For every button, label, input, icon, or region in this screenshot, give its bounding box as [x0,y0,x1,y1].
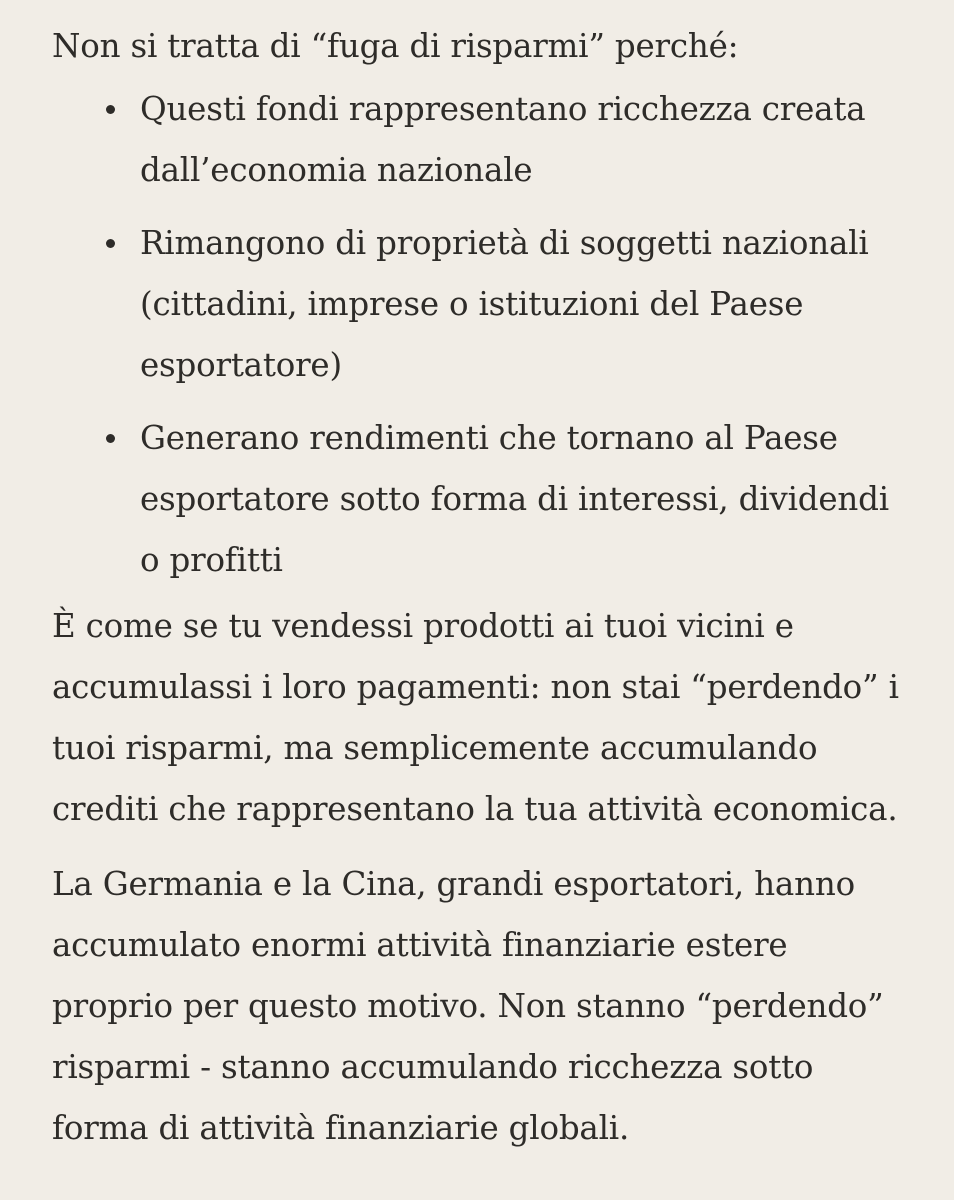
paragraph-examples: La Germania e la Cina, grandi esportatori, hanno accumulato enormi attività finanziarie estere proprio per questo motivo. Non stanno “perdendo” risparmi - stanno accumulando ricchezza sotto forma di attività finanziarie globali. [52,865,884,1147]
list-item-text: Rimangono di proprietà di soggetti nazionali (cittadini, imprese o istituzioni del Paese esportatore) [140,224,869,384]
list-item [140,213,912,396]
reasons-list [52,79,912,591]
list-item-text: Generano rendimenti che tornano al Paese esportatore sotto forma di interessi, dividendi o profitti [140,419,889,579]
list-item [140,79,912,201]
bullet-icon [106,239,115,248]
paragraph-analogy: È come se tu vendessi prodotti ai tuoi vicini e accumulassi i loro pagamenti: non stai “perdendo” i tuoi risparmi, ma semplicemente accumulando crediti che rappresentano la tua attività economica. [52,607,899,828]
bullet-icon [106,434,115,443]
intro-text: Non si tratta di “fuga di risparmi” perché: [52,27,739,65]
article-body [52,16,912,1159]
bullet-icon [106,105,115,114]
list-item [140,408,912,591]
list-item-text: Questi fondi rappresentano ricchezza creata dall’economia nazionale [140,90,866,189]
